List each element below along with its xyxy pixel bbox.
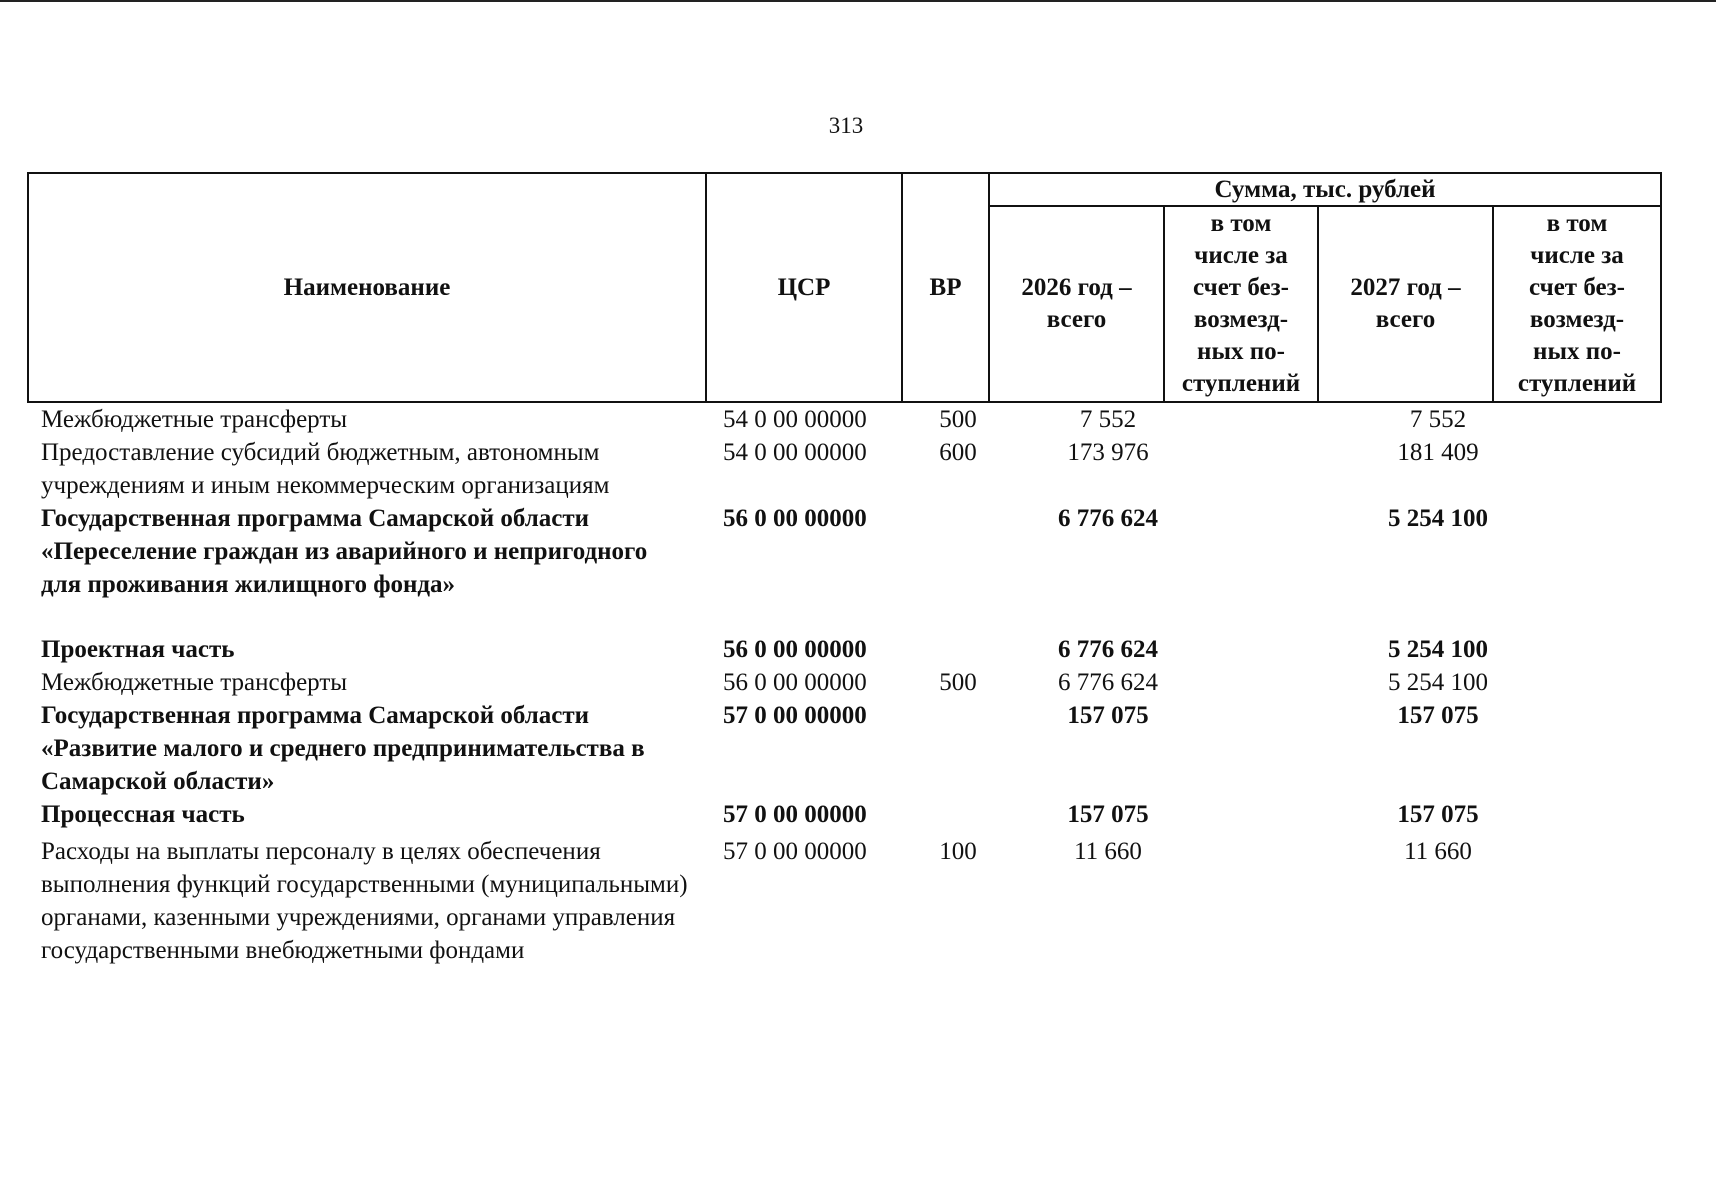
row-2027-value: 5 254 100 [1388, 505, 1488, 532]
header-name: Наименование [283, 273, 451, 301]
row-2027-value: 7 552 [1409, 406, 1467, 433]
row-name: Расходы на выплаты персоналу в целях обеспечения выполнения функций государственными (муниципальными) органами, казенными учреждениями, органами управления государственными внебюджетными фондами [41, 838, 688, 964]
row-2026-value: 157 075 [1067, 702, 1149, 729]
row-2027-value: 5 254 100 [1388, 669, 1488, 696]
row-name: Процессная часть [41, 801, 245, 828]
table-row [41, 403, 1661, 436]
row-2026-value: 6 776 624 [1058, 505, 1158, 532]
row-2027-value: 11 660 [1404, 838, 1472, 865]
header-2026-total: 2026 год – всего [1021, 274, 1132, 333]
row-2027-value: 157 075 [1397, 801, 1479, 828]
row-2027-value: 5 254 100 [1388, 636, 1488, 663]
table-header [27, 172, 1662, 403]
row-2026-value: 11 660 [1074, 838, 1142, 865]
header-sum-group: Сумма, тыс. рублей [1214, 175, 1436, 203]
row-csr: 54 0 00 00000 [723, 406, 867, 433]
row-csr: 57 0 00 00000 [723, 838, 867, 865]
row-name: Государственная программа Самарской области «Развитие малого и среднего предпринимательства в Самарской области» [41, 702, 645, 795]
table-row [41, 436, 1661, 502]
page-number: 313 [828, 113, 864, 138]
row-2027-value: 157 075 [1397, 702, 1479, 729]
row-vr: 600 [939, 439, 977, 466]
row-csr: 56 0 00 00000 [723, 505, 867, 532]
row-csr: 56 0 00 00000 [723, 636, 867, 663]
table-row [41, 633, 1661, 666]
row-vr: 500 [939, 669, 977, 696]
row-2026-value: 173 976 [1067, 439, 1149, 466]
top-border-rule [0, 0, 1716, 2]
table-row [41, 835, 1661, 1000]
row-2027-value: 181 409 [1397, 439, 1479, 466]
header-2027-incl-free: в том числе за счет без-возмезд-ных по-ступлений [1517, 210, 1637, 397]
header-csr: ЦСР [777, 273, 831, 301]
row-csr: 56 0 00 00000 [723, 669, 867, 696]
row-vr: 100 [939, 838, 977, 865]
table-row [41, 699, 1661, 798]
row-name: Межбюджетные трансферты [41, 669, 348, 696]
header-vr: ВР [929, 273, 962, 301]
row-2026-value: 6 776 624 [1058, 669, 1158, 696]
header-2027-total: 2027 год – всего [1350, 274, 1461, 333]
row-name: Государственная программа Самарской области «Переселение граждан из аварийного и непригодного для проживания жилищного фонда» [41, 505, 648, 598]
table-row [41, 666, 1661, 699]
row-name: Проектная часть [41, 636, 235, 663]
table-row [41, 798, 1661, 831]
row-name: Предоставление субсидий бюджетным, автономным учреждениям и иным некоммерческим организациям [41, 439, 610, 499]
row-name: Межбюджетные трансферты [41, 406, 348, 433]
row-2026-value: 157 075 [1067, 801, 1149, 828]
table-row [41, 502, 1661, 634]
row-2026-value: 7 552 [1079, 406, 1137, 433]
row-csr: 54 0 00 00000 [723, 439, 867, 466]
header-2026-incl-free: в том числе за счет без-возмезд-ных по-ступлений [1181, 210, 1301, 397]
row-vr: 500 [939, 406, 977, 433]
row-2026-value: 6 776 624 [1058, 636, 1158, 663]
row-csr: 57 0 00 00000 [723, 801, 867, 828]
row-csr: 57 0 00 00000 [723, 702, 867, 729]
